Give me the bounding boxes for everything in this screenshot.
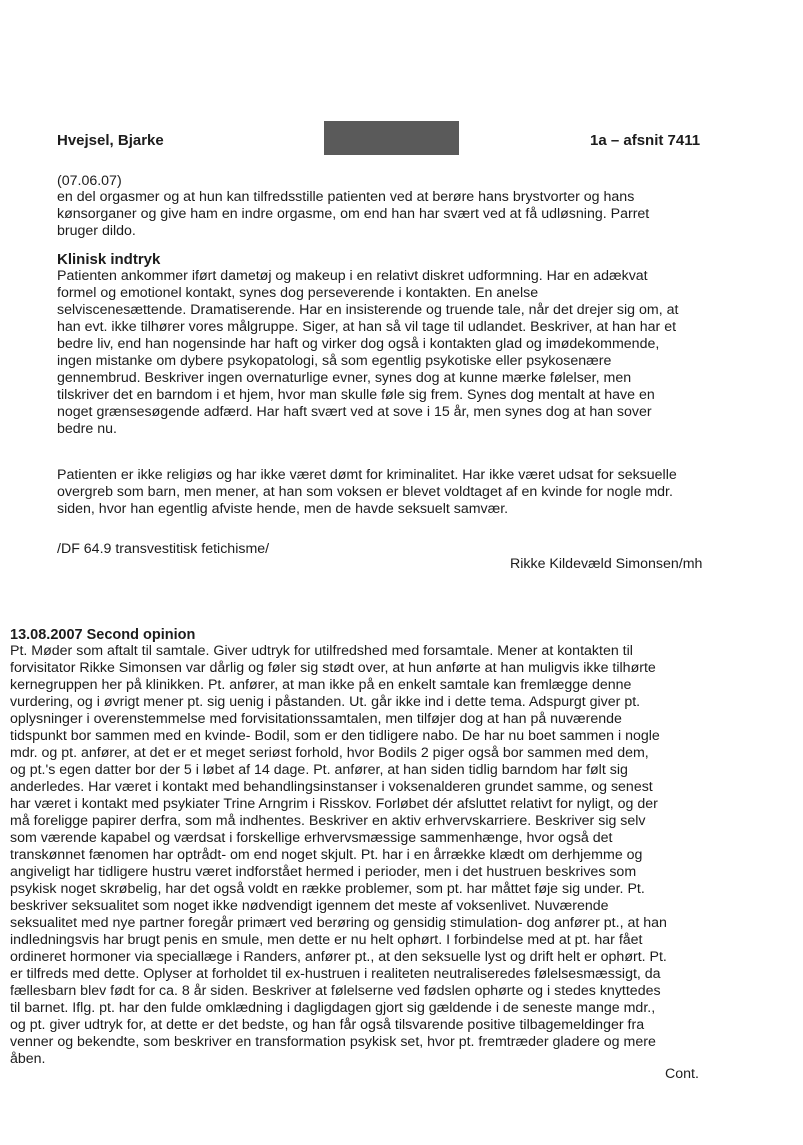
text-line: Pt. Møder som aftalt til samtale. Giver udtryk for utilfredshed med forsamtale. Mener at kontakten til <box>10 643 633 659</box>
signature: Rikke Kildevæld Simonsen/mh <box>510 556 703 572</box>
intro-paragraph <box>57 189 649 240</box>
text-line: og pt. giver udtryk for, at dette er det bedste, og han får også tilsvarende positive tilbagemeldinger fra <box>10 1017 645 1033</box>
text-line: formel og emotionel kontakt, synes dog perseverende i kontakten. En anelse <box>57 285 539 301</box>
second-opinion-paragraph <box>10 643 667 1068</box>
text-line: åben. <box>10 1051 46 1067</box>
second-opinion-heading: 13.08.2007 Second opinion <box>10 627 196 643</box>
text-line: forvisitator Rikke Simonsen var dårlig og føler sig stødt over, at hun anførte at han muligvis ikke tilhørte <box>10 660 656 676</box>
text-line: kernegruppen her på klinikken. Pt. anfører, at man ikke på en enkelt samtale kan fremlægge denne <box>10 677 632 693</box>
clinical-heading: Klinisk indtryk <box>57 251 161 268</box>
text-line: er tilfreds med dette. Oplyser at forholdet til ex-hustruen i realiteten neutraliseredes følelsesmæssigt, da <box>10 966 661 982</box>
text-line: seksualitet med nye partner foregår primært ved berøring og gensidig stimulation- dog anfører pt., at han <box>10 915 667 931</box>
text-line: ingen mistanke om dybere psykopatologi, så som egentlig psykotiske eller psykosenære <box>57 353 612 369</box>
history-paragraph <box>57 467 677 518</box>
text-line: fællesbarn blev født for ca. 8 år siden. Beskriver at følelserne ved fødslen ophørte og i stedes knyttedes <box>10 983 661 999</box>
text-line: beskriver seksualitet som noget ikke nødvendigt igennem det meste af voksenlivet. Nuværende <box>10 898 609 914</box>
text-line: en del orgasmer og at hun kan tilfredsstille patienten ved at berøre hans brystvorter og hans <box>57 189 635 205</box>
text-line: anderledes. Har været i kontakt med behandlingsinstanser i voksenalderen grundet samme, og senest <box>10 779 653 795</box>
entry-date: (07.06.07) <box>57 173 122 189</box>
text-line: gennembrud. Beskriver ingen overnaturlige evner, synes dog at kunne mærke følelser, men <box>57 370 632 386</box>
text-line: bruger dildo. <box>57 223 136 239</box>
text-line: han evt. ikke tilhører vores målgruppe. Siger, at han så vil tage til udlandet. Beskriver, at han har et <box>57 319 677 335</box>
text-line: noget grænsesøgende adfærd. Har haft svært ved at sove i 15 år, men synes dog at han sover <box>57 404 652 420</box>
text-line: og pt.'s egen datter bor der 5 i løbet af 14 dage. Pt. anfører, at han siden tidlig barndom har følt sig <box>10 762 628 778</box>
text-line: har været i kontakt med psykiater Trine Arngrim i Risskov. Forløbet dér afsluttet relativt for nyligt, og der <box>10 796 658 812</box>
text-line: angiveligt har tidligere hustru været indforstået hermed i perioder, men i det hustruen beskrives som <box>10 864 637 880</box>
clinical-paragraph <box>57 268 678 438</box>
text-line: indledningsvis har brugt penis en smule, men dette er nu helt ophørt. I forbindelse med at pt. har fået <box>10 932 643 948</box>
text-line: venner og bekendte, som beskriver en transformation psykisk set, hvor pt. fremtræder gladere og mere <box>10 1034 656 1050</box>
text-line: mdr. og pt. anfører, at det er et meget seriøst forhold, hvor Bodils 2 piger også bor sammen med dem, <box>10 745 649 761</box>
text-line: overgreb som barn, men mener, at han som voksen er blevet voldtaget af en kvinde for nogle mdr. <box>57 484 673 500</box>
text-line: vurdering, og i øvrigt mener pt. sig uenig i påstanden. Ut. går ikke ind i dette tema. Adspurgt giver pt. <box>10 694 641 710</box>
continued-label: Cont. <box>665 1066 699 1082</box>
text-line: Patienten ankommer iført dametøj og makeup i en relativt diskret udformning. Har en adækvat <box>57 268 648 284</box>
patient-name: Hvejsel, Bjarke <box>57 132 164 149</box>
text-line: som værende kapabel og værdsat i forskellige erhvervsmæssige sammenhænge, hvor også det <box>10 830 613 846</box>
text-line: siden, hvor han egentlig afviste hende, men de havde seksuelt samvær. <box>57 501 509 517</box>
diagnosis: /DF 64.9 transvestitisk fetichisme/ <box>57 541 270 557</box>
text-line: ordineret hormoner via speciallæge i Randers, anfører pt., at den seksuelle lyst og drift helt er ophørt. Pt. <box>10 949 667 965</box>
text-line: til barnet. Iflg. pt. har den fulde omklædning i dagligdagen gjort sig gældende i de seneste mange mdr., <box>10 1000 656 1016</box>
text-line: bedre nu. <box>57 421 117 437</box>
ward-label: 1a – afsnit 7411 <box>590 132 701 149</box>
text-line: transkønnet fænomen har optrådt- om end noget skjult. Pt. har i en årrække klædt om derhjemme og <box>10 847 643 863</box>
text-line: psykisk noget skrøbelig, har det også voldt en række problemer, som pt. har måttet føje sig under. Pt. <box>10 881 645 897</box>
text-line: oplysninger i overenstemmelse med forvisitationssamtalen, men tilføjer dog at han på nuværende <box>10 711 622 727</box>
text-line: bedre liv, end han nogensinde har haft og virker dog også i kontakten glad og imødekommende, <box>57 336 660 352</box>
redaction-box <box>324 121 459 155</box>
text-line: tilskriver det en barndom i et hjem, hvor man skulle føle sig frem. Synes dog mentalt at have en <box>57 387 655 403</box>
text-line: kønsorganer og give ham en indre orgasme, om end han har svært ved at få udløsning. Parret <box>57 206 650 222</box>
text-line: må foreligge papirer derfra, som må indhentes. Beskriver en aktiv erhvervskarriere. Beskriver sig selv <box>10 813 646 829</box>
text-line: Patienten er ikke religiøs og har ikke været dømt for kriminalitet. Har ikke været udsat for seksuelle <box>57 467 677 483</box>
text-line: selviscenesættende. Dramatiserende. Har en insisterende og truende tale, når det drejer sig om, at <box>57 302 679 318</box>
text-line: tidspunkt bor sammen med en kvinde- Bodil, som er den tidligere nabo. De har nu boet sammen i nogle <box>10 728 660 744</box>
